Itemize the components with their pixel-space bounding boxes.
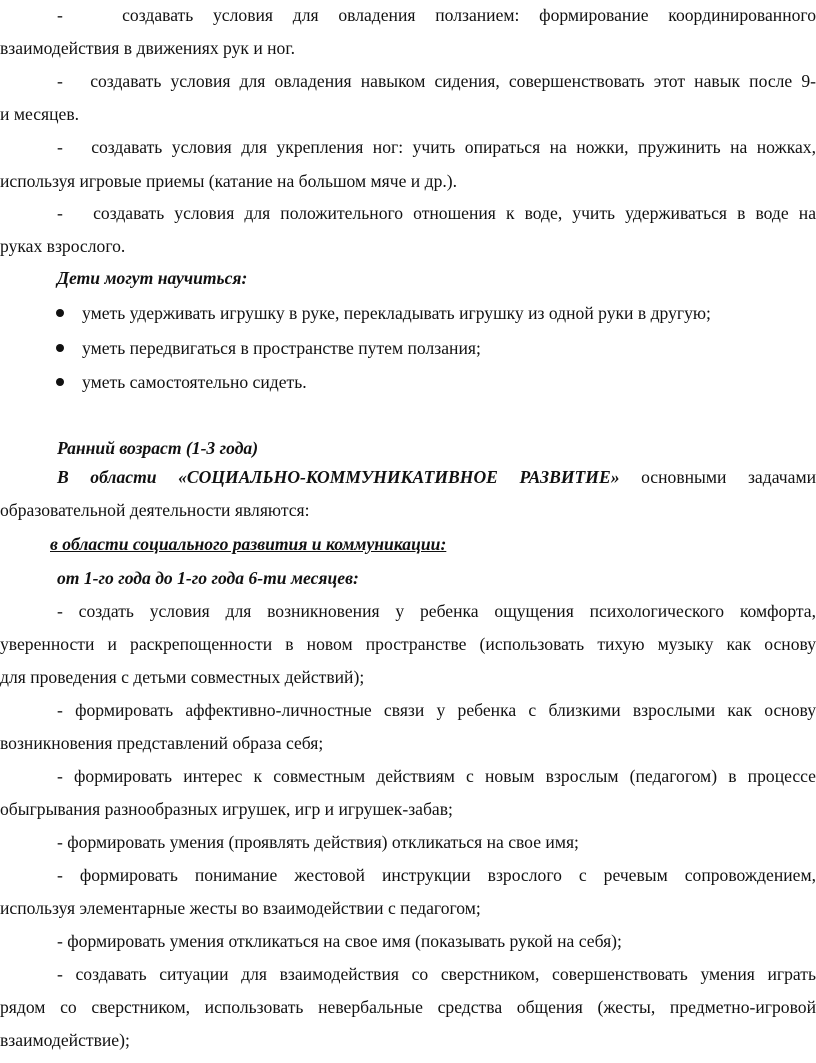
task-line-continued: руках взрослого. — [0, 236, 126, 256]
task-line — [57, 69, 816, 93]
task-line: - создать условия для возникновения у ребенка ощущения психологического комфорта, — [57, 601, 816, 621]
task-line-continued: взаимодействия в движениях рук и ног. — [0, 38, 295, 58]
dash: - — [57, 137, 63, 157]
intro-rest: основными задачами — [619, 467, 816, 487]
intro-bold: В области «СОЦИАЛЬНО-КОММУНИКАТИВНОЕ РАЗВИТИЕ» — [57, 467, 620, 487]
task-line-continued: и месяцев. — [0, 104, 80, 124]
period-heading: от 1-го года до 1-го года 6-ти месяцев: — [57, 568, 359, 588]
task-text: создавать условия для положительного отношения к воде, учить удерживаться в воде на — [93, 203, 816, 223]
dash: - — [57, 71, 63, 91]
task-line-continued: используя игровые приемы (катание на большом мяче и др.). — [0, 171, 458, 191]
section-heading: Ранний возраст (1-3 года) — [57, 438, 259, 458]
task-line: - создавать ситуации для взаимодействия со сверстником, совершенствовать умения играть — [57, 964, 816, 984]
task-line-continued: взаимодействие); — [0, 1030, 130, 1050]
task-line: - формировать умения (проявлять действия) откликаться на свое имя; — [57, 832, 579, 852]
task-text: создавать условия для овладения ползанием: формирование координированного — [122, 5, 816, 25]
task-line-continued: возникновения представлений образа себя; — [0, 733, 324, 753]
task-line: - формировать понимание жестовой инструкции взрослого с речевым сопровождением, — [57, 865, 816, 885]
task-line-continued: для проведения с детьми совместных действий); — [0, 667, 365, 687]
task-line-continued: уверенности и раскрепощенности в новом пространстве (использовать тихую музыку как основу — [0, 634, 816, 654]
bullet-icon — [56, 309, 64, 317]
task-line: - формировать аффективно-личностные связи у ребенка с близкими взрослыми как основу — [57, 700, 816, 720]
intro-line-continued: образовательной деятельности являются: — [0, 500, 310, 520]
list-item: уметь удерживать игрушку в руке, перекладывать игрушку из одной руки в другую; — [82, 303, 711, 323]
bullet-icon — [56, 344, 64, 352]
task-line-continued: используя элементарные жесты во взаимодействии с педагогом; — [0, 898, 481, 918]
can-learn-heading: Дети могут научиться: — [57, 268, 248, 288]
bullet-icon — [56, 378, 64, 386]
task-line — [57, 135, 816, 159]
area-heading: в области социального развития и коммуникации: — [50, 534, 447, 554]
task-line — [57, 201, 816, 225]
task-line: - формировать интерес к совместным действиям с новым взрослым (педагогом) в процессе — [57, 766, 816, 786]
list-item: уметь передвигаться в пространстве путем ползания; — [82, 338, 481, 358]
dash: - — [57, 5, 63, 25]
task-line: - формировать умения откликаться на свое имя (показывать рукой на себя); — [57, 931, 622, 951]
dash: - — [57, 203, 63, 223]
list-item: уметь самостоятельно сидеть. — [82, 372, 307, 392]
task-line-continued: рядом со сверстником, использовать невербальные средства общения (жесты, предметно-игровой — [0, 997, 816, 1017]
task-text: создавать условия для овладения навыком сидения, совершенствовать этот навык после 9- — [90, 71, 816, 91]
task-line — [57, 3, 816, 27]
intro-line — [57, 465, 816, 489]
task-line-continued: обыгрывания разнообразных игрушек, игр и игрушек-забав; — [0, 799, 453, 819]
task-text: создавать условия для укрепления ног: учить опираться на ножки, пружинить на ножках, — [91, 137, 816, 157]
